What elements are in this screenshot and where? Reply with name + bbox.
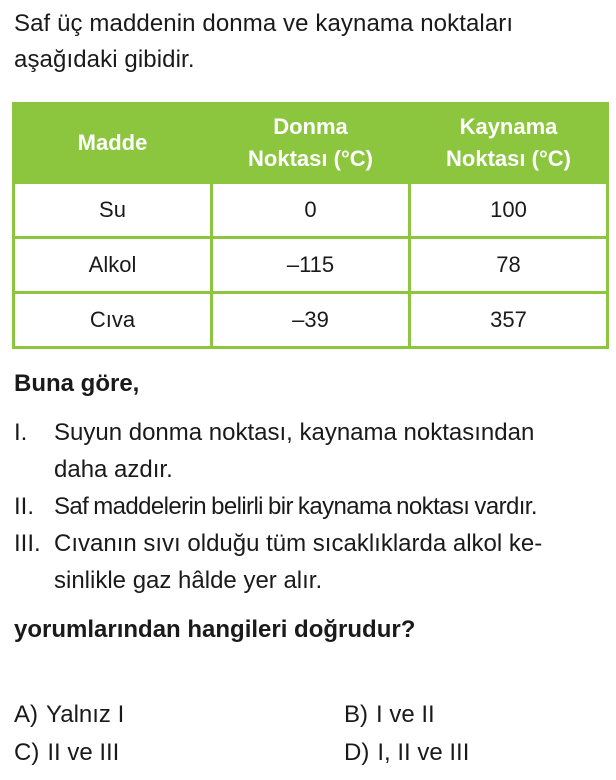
- statement-line: sinlikle gaz hâlde yer alır.: [54, 567, 323, 594]
- statement-list: [14, 414, 610, 599]
- header-kaynama-line-1: Kaynama: [459, 114, 558, 139]
- table-row: [14, 238, 608, 293]
- cell-boiling-point: 78: [410, 238, 608, 293]
- choice-text: I, II ve III: [377, 739, 470, 766]
- header-donma: [212, 104, 410, 183]
- statement-3: [14, 525, 610, 599]
- lead-text: Buna göre,: [14, 370, 140, 397]
- choice-label: C): [14, 739, 40, 766]
- cell-freezing-point: –39: [212, 293, 410, 348]
- header-madde: [14, 104, 212, 183]
- statement-text: [54, 525, 610, 599]
- statement-line: Suyun donma noktası, kaynama noktasından: [54, 419, 535, 446]
- statement-number: III.: [14, 530, 41, 557]
- choice-d[interactable]: [344, 734, 469, 772]
- table-header-row: [14, 104, 608, 183]
- header-donma-line-2: Noktası (°C): [248, 146, 373, 171]
- cell-boiling-point: 357: [410, 293, 608, 348]
- intro-text: [14, 6, 610, 78]
- choice-b[interactable]: [344, 696, 435, 734]
- cell-substance: Alkol: [14, 238, 212, 293]
- intro-line-2: aşağıdaki gibidir.: [14, 46, 195, 73]
- answer-choices: [14, 696, 610, 776]
- statement-text: [54, 414, 610, 488]
- table-row: [14, 183, 608, 238]
- header-kaynama-line-2: Noktası (°C): [446, 146, 571, 171]
- melting-boiling-table: [12, 102, 609, 349]
- statement-line: Saf maddelerin belirli bir kaynama noktası vardır.: [54, 493, 537, 520]
- cell-freezing-point: –115: [212, 238, 410, 293]
- choice-text: II ve III: [47, 739, 120, 766]
- header-donma-line-1: Donma: [273, 114, 348, 139]
- choice-text: I ve II: [376, 701, 435, 728]
- statement-line: Cıvanın sıvı olduğu tüm sıcaklıklarda alkol ke-: [54, 530, 543, 557]
- statement-2: [14, 488, 610, 525]
- statement-text: [54, 488, 610, 525]
- cell-substance: Cıva: [14, 293, 212, 348]
- table-row: [14, 293, 608, 348]
- choice-c[interactable]: [14, 734, 119, 772]
- statement-number: II.: [14, 493, 35, 520]
- choice-label: B): [344, 701, 368, 728]
- question-text: yorumlarından hangileri doğrudur?: [14, 616, 416, 643]
- choice-a[interactable]: [14, 696, 124, 734]
- intro-line-1: Saf üç maddenin donma ve kaynama noktaları: [14, 10, 514, 37]
- choice-label: A): [14, 701, 38, 728]
- statement-1: [14, 414, 610, 488]
- choice-label: D): [344, 739, 370, 766]
- cell-substance: Su: [14, 183, 212, 238]
- cell-boiling-point: 100: [410, 183, 608, 238]
- header-madde-label: Madde: [77, 130, 148, 155]
- choice-text: Yalnız I: [46, 701, 125, 728]
- statement-number: I.: [14, 419, 28, 446]
- statement-line: daha azdır.: [54, 456, 173, 483]
- header-kaynama: [410, 104, 608, 183]
- cell-freezing-point: 0: [212, 183, 410, 238]
